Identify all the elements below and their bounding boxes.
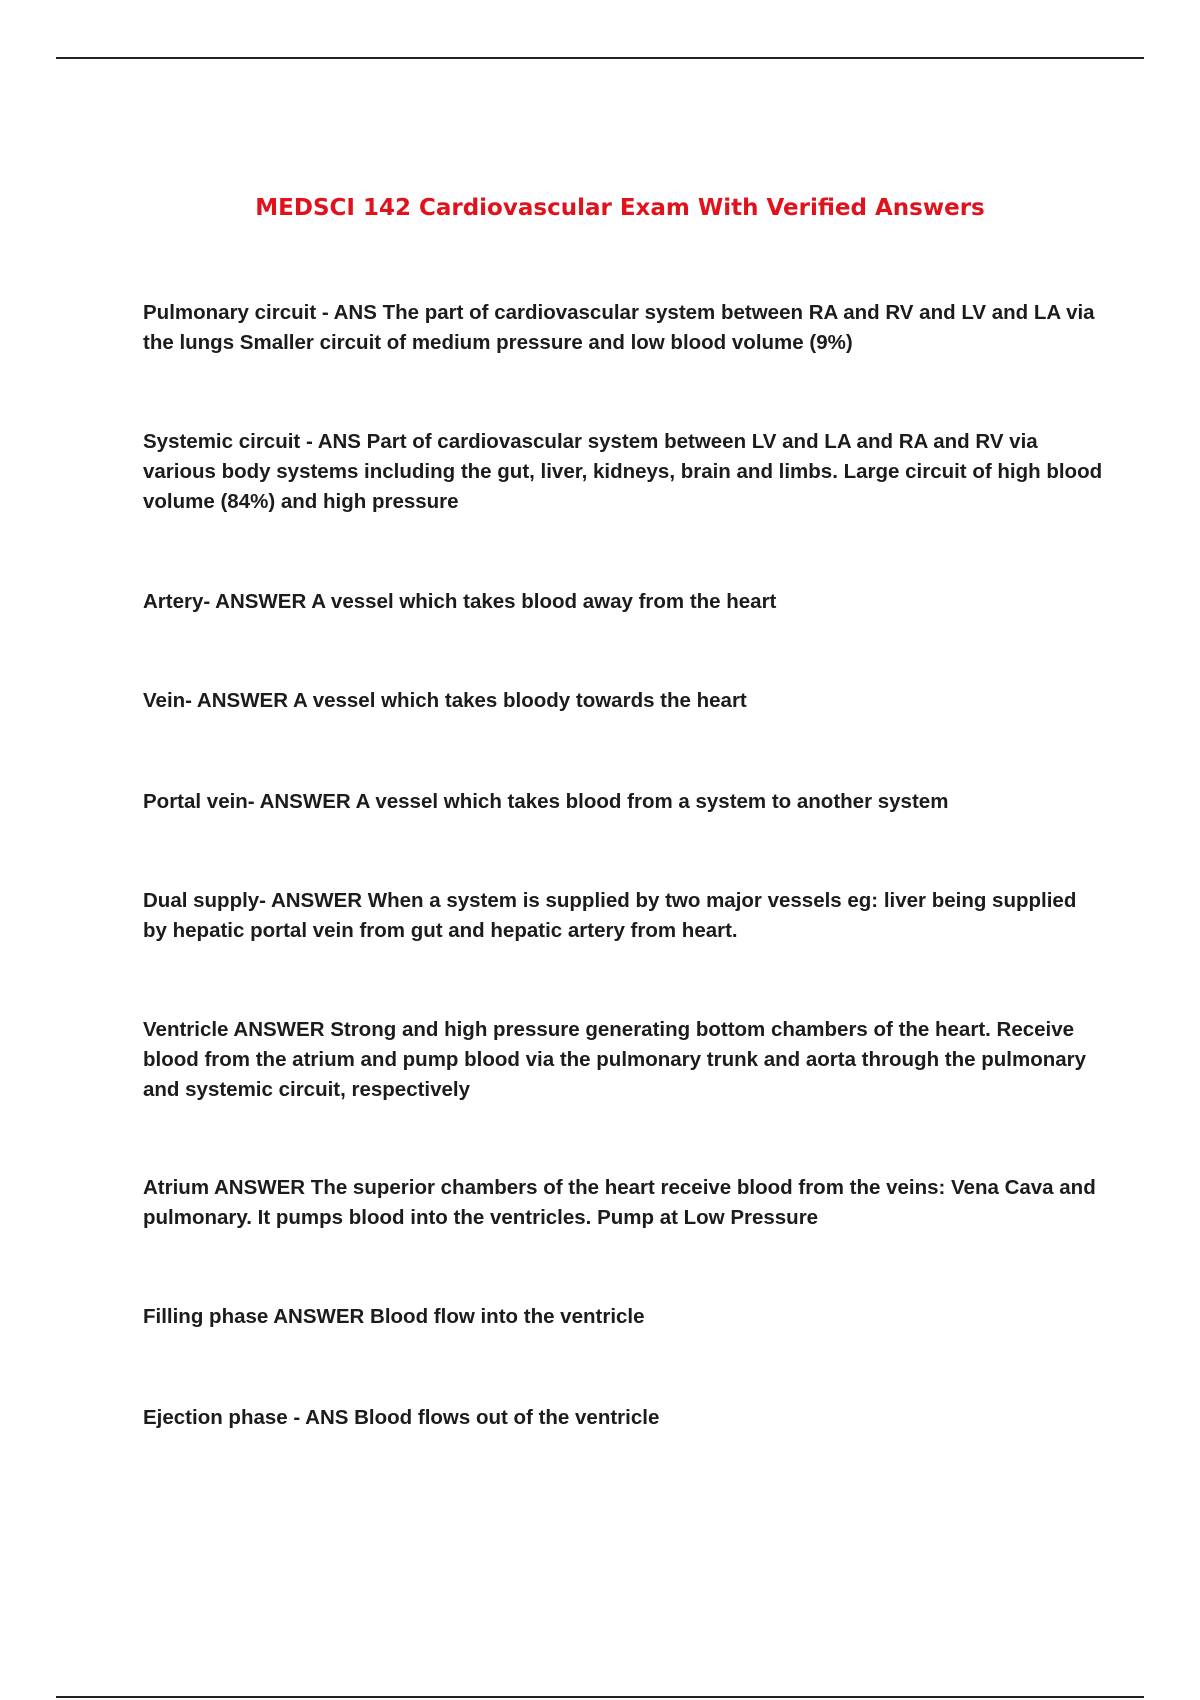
qa-entry-artery: Artery- ANSWER A vessel which takes blood away from the heart <box>143 590 777 613</box>
qa-entry-systemic-circuit: Systemic circuit - ANS Part of cardiovascular system between LV and LA and RA and RV via various body systems including the gut, liver, kidneys, brain and limbs. Large circuit of high blood volume (84%) and high pressure <box>143 430 1103 513</box>
qa-entry-vein: Vein- ANSWER A vessel which takes bloody towards the heart <box>143 689 747 712</box>
footer-rule <box>56 1696 1144 1698</box>
qa-entry-dual-supply: Dual supply- ANSWER When a system is supplied by two major vessels eg: liver being supplied by hepatic portal vein from gut and hepatic artery from heart. <box>143 889 1077 942</box>
qa-entry-ventricle: Ventricle ANSWER Strong and high pressure generating bottom chambers of the heart. Receive blood from the atrium and pump blood via the pulmonary trunk and aorta through the pulmonary and systemic circuit, respectively <box>143 1018 1087 1101</box>
document-title: MEDSCI 142 Cardiovascular Exam With Verified Answers <box>255 195 985 221</box>
qa-entry-portal-vein: Portal vein- ANSWER A vessel which takes blood from a system to another system <box>143 790 949 813</box>
qa-entry-filling-phase: Filling phase ANSWER Blood flow into the ventricle <box>143 1305 645 1328</box>
qa-entry-atrium: Atrium ANSWER The superior chambers of the heart receive blood from the veins: Vena Cava and pulmonary. It pumps blood into the ventricles. Pump at Low Pressure <box>143 1176 1096 1229</box>
qa-entry-ejection-phase: Ejection phase - ANS Blood flows out of the ventricle <box>143 1406 660 1429</box>
header-rule <box>56 57 1144 59</box>
qa-entry-pulmonary-circuit: Pulmonary circuit - ANS The part of cardiovascular system between RA and RV and LV and LA via the lungs Smaller circuit of medium pressure and low blood volume (9%) <box>143 301 1095 354</box>
